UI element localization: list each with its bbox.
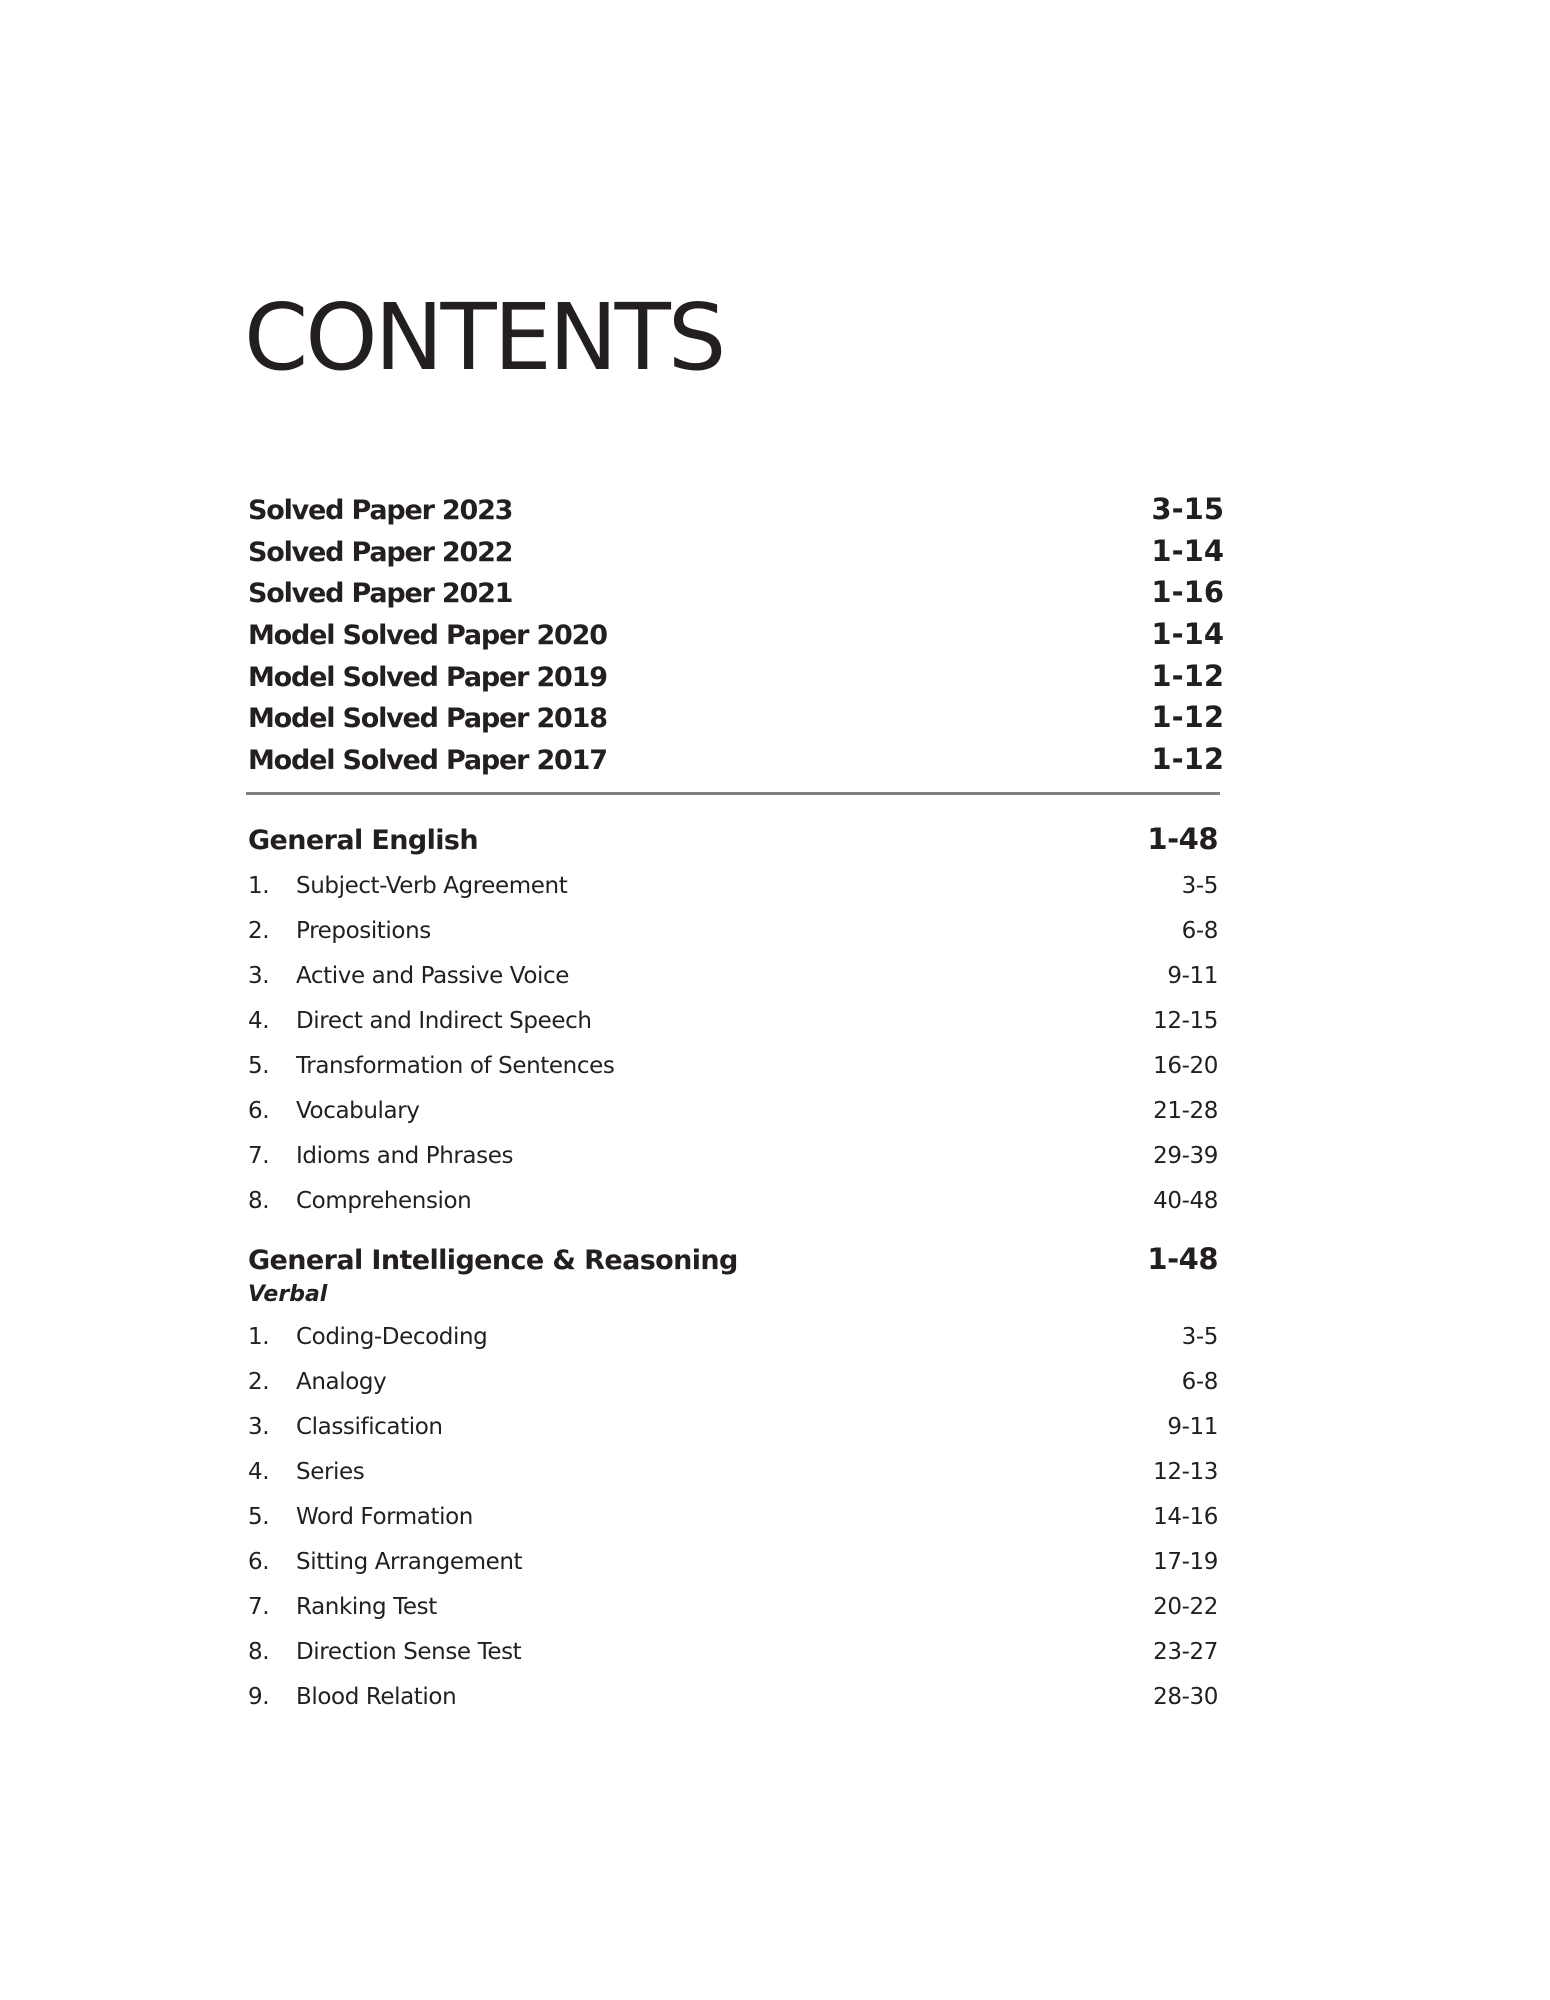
- chapter-entry[interactable]: [248, 1008, 1218, 1053]
- paper-entry[interactable]: [248, 700, 1228, 742]
- chapter-number: 4.: [248, 1459, 270, 1485]
- chapter-pages: 9-11: [1167, 1414, 1218, 1440]
- chapter-number: 2.: [248, 918, 270, 944]
- paper-entry[interactable]: [248, 575, 1228, 617]
- chapter-entry[interactable]: [248, 1324, 1218, 1369]
- chapter-title: Prepositions: [296, 918, 431, 944]
- chapter-entry[interactable]: [248, 1504, 1218, 1549]
- chapter-title: Subject-Verb Agreement: [296, 873, 568, 899]
- section-heading[interactable]: [248, 1242, 1218, 1276]
- section-title: General Intelligence & Reasoning: [248, 1245, 738, 1276]
- chapter-number: 9.: [248, 1684, 270, 1710]
- chapter-number: 6.: [248, 1549, 270, 1575]
- paper-pages: 3-15: [1151, 492, 1224, 526]
- paper-pages: 1-14: [1151, 533, 1224, 568]
- paper-pages: 1-16: [1151, 575, 1224, 610]
- paper-entry[interactable]: [248, 534, 1228, 576]
- chapter-entry[interactable]: [248, 1188, 1218, 1233]
- chapter-number: 2.: [248, 1369, 270, 1395]
- chapter-entry[interactable]: [248, 1369, 1218, 1414]
- chapter-pages: 6-8: [1181, 1369, 1218, 1395]
- chapter-entry[interactable]: [248, 1684, 1218, 1729]
- paper-entry[interactable]: [248, 742, 1228, 784]
- chapter-number: 3.: [248, 1414, 270, 1440]
- chapter-entry[interactable]: [248, 963, 1218, 1008]
- chapter-title: Classification: [296, 1414, 443, 1440]
- paper-title: Model Solved Paper 2018: [248, 703, 607, 735]
- chapter-entry[interactable]: [248, 873, 1218, 918]
- paper-pages: 1-12: [1151, 658, 1224, 693]
- paper-pages: 1-12: [1151, 700, 1224, 735]
- chapter-title: Coding-Decoding: [296, 1324, 488, 1350]
- chapter-title: Comprehension: [296, 1188, 472, 1214]
- chapter-number: 5.: [248, 1504, 270, 1530]
- paper-title: Solved Paper 2021: [248, 578, 513, 610]
- chapter-number: 1.: [248, 873, 270, 899]
- chapter-pages: 12-13: [1153, 1459, 1218, 1485]
- chapter-title: Blood Relation: [296, 1684, 457, 1710]
- chapter-pages: 3-5: [1181, 1324, 1218, 1350]
- chapter-title: Word Formation: [296, 1504, 473, 1530]
- chapter-title: Direction Sense Test: [296, 1639, 522, 1665]
- chapter-number: 5.: [248, 1053, 270, 1079]
- chapter-pages: 14-16: [1153, 1504, 1218, 1530]
- section-general-english: [248, 822, 1218, 1233]
- chapter-title: Transformation of Sentences: [296, 1053, 615, 1079]
- chapter-pages: 23-27: [1153, 1639, 1218, 1665]
- chapter-title: Idioms and Phrases: [296, 1143, 514, 1169]
- chapter-list: [248, 1324, 1218, 1729]
- chapter-pages: 21-28: [1153, 1098, 1218, 1124]
- chapter-entry[interactable]: [248, 918, 1218, 963]
- chapter-number: 1.: [248, 1324, 270, 1350]
- chapter-title: Ranking Test: [296, 1594, 437, 1620]
- chapter-pages: 28-30: [1153, 1684, 1218, 1710]
- chapter-title: Series: [296, 1459, 365, 1485]
- section-heading[interactable]: [248, 822, 1218, 856]
- chapter-title: Analogy: [296, 1369, 387, 1395]
- chapter-title: Sitting Arrangement: [296, 1549, 523, 1575]
- section-pages: 1-48: [1147, 822, 1218, 856]
- chapter-pages: 6-8: [1181, 918, 1218, 944]
- chapter-entry[interactable]: [248, 1053, 1218, 1098]
- page-title: CONTENTS: [244, 284, 724, 391]
- chapter-number: 6.: [248, 1098, 270, 1124]
- chapter-number: 8.: [248, 1639, 270, 1665]
- paper-pages: 1-12: [1151, 742, 1224, 777]
- paper-title: Model Solved Paper 2017: [248, 745, 607, 777]
- chapter-number: 7.: [248, 1143, 270, 1169]
- chapter-number: 7.: [248, 1594, 270, 1620]
- chapter-pages: 17-19: [1153, 1549, 1218, 1575]
- paper-entry[interactable]: [248, 659, 1228, 701]
- chapter-pages: 20-22: [1153, 1594, 1218, 1620]
- chapter-entry[interactable]: [248, 1459, 1218, 1504]
- chapter-entry[interactable]: [248, 1098, 1218, 1143]
- paper-title: Solved Paper 2023: [248, 495, 513, 526]
- paper-title: Solved Paper 2022: [248, 536, 513, 568]
- chapter-pages: 9-11: [1167, 963, 1218, 989]
- chapter-number: 4.: [248, 1008, 270, 1034]
- chapter-pages: 40-48: [1153, 1188, 1218, 1214]
- chapter-pages: 29-39: [1153, 1143, 1218, 1169]
- chapter-title: Direct and Indirect Speech: [296, 1008, 592, 1034]
- paper-entry[interactable]: [248, 492, 1228, 534]
- chapter-entry[interactable]: [248, 1143, 1218, 1188]
- section-divider: [246, 792, 1220, 795]
- solved-papers-list: [248, 492, 1228, 784]
- chapter-entry[interactable]: [248, 1549, 1218, 1594]
- chapter-entry[interactable]: [248, 1594, 1218, 1639]
- chapter-pages: 16-20: [1153, 1053, 1218, 1079]
- paper-title: Model Solved Paper 2020: [248, 620, 607, 652]
- chapter-pages: 3-5: [1181, 873, 1218, 899]
- subsection-title: Verbal: [248, 1282, 328, 1307]
- chapter-number: 8.: [248, 1188, 270, 1214]
- chapter-title: Vocabulary: [296, 1098, 420, 1124]
- chapter-number: 3.: [248, 963, 270, 989]
- chapter-title: Active and Passive Voice: [296, 963, 570, 989]
- chapter-entry[interactable]: [248, 1639, 1218, 1684]
- paper-pages: 1-14: [1151, 617, 1224, 652]
- paper-entry[interactable]: [248, 617, 1228, 659]
- chapter-pages: 12-15: [1153, 1008, 1218, 1034]
- section-pages: 1-48: [1147, 1242, 1218, 1276]
- section-general-intelligence-reasoning: [248, 1242, 1218, 1729]
- chapter-list: [248, 873, 1218, 1233]
- chapter-entry[interactable]: [248, 1414, 1218, 1459]
- paper-title: Model Solved Paper 2019: [248, 661, 607, 693]
- section-title: General English: [248, 825, 478, 856]
